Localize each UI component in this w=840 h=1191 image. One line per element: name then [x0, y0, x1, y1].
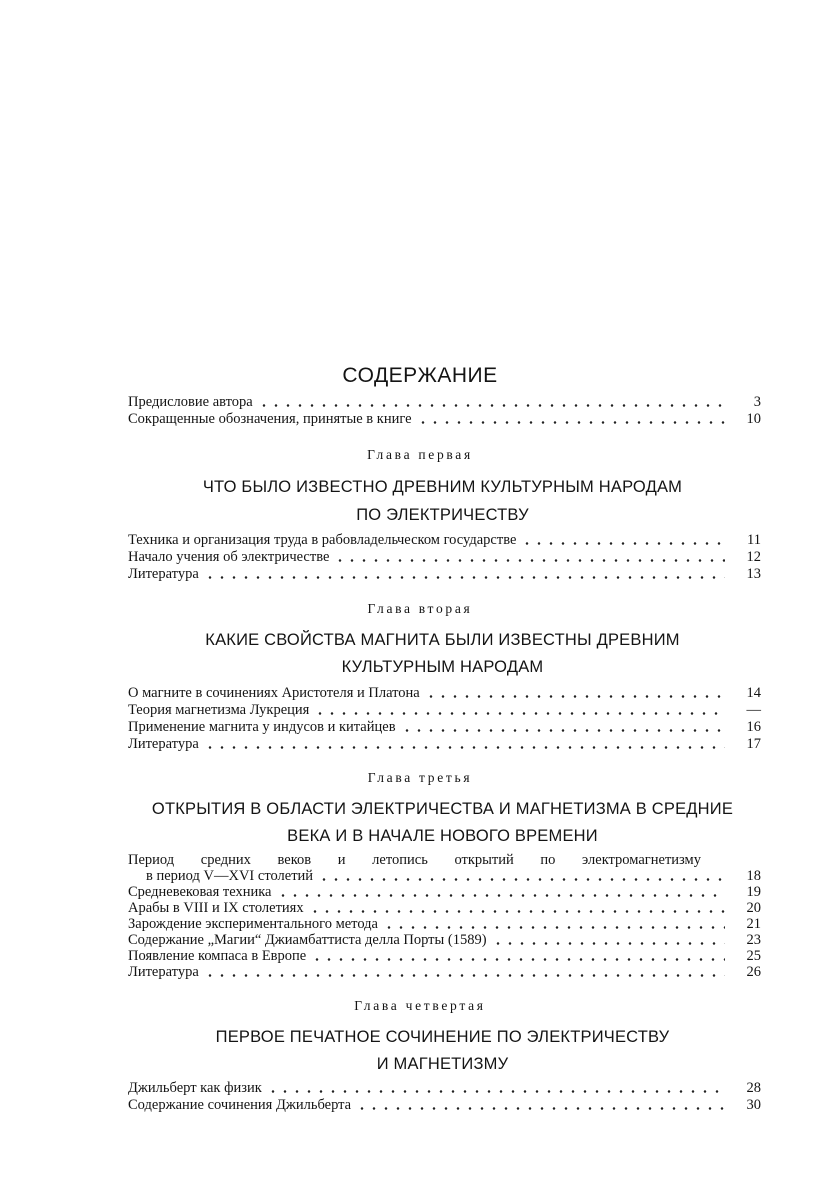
entry-label: Джильберт как физик: [128, 1080, 262, 1096]
leader-dots: [204, 576, 725, 579]
entry-label: Сокращенные обозначения, принятые в книге: [128, 411, 412, 427]
chapter-title-line: КУЛЬТУРНЫМ НАРОДАМ: [341, 658, 544, 676]
entry-label: Арабы в VIII и IX столетиях: [128, 900, 304, 916]
leader-dots: [492, 942, 725, 945]
entry-label: Применение магнита у индусов и китайцев: [128, 719, 396, 735]
leader-dots: [258, 404, 725, 407]
toc-entry: [128, 411, 761, 428]
page-title: СОДЕРЖАНИЕ: [342, 364, 498, 387]
toc-entry: [128, 532, 761, 549]
chapter-label: Глава четвертая: [354, 998, 486, 1013]
entry-page: 13: [746, 566, 761, 582]
toc-entry: [128, 948, 761, 965]
chapter-title-line: КАКИЕ СВОЙСТВА МАГНИТА БЫЛИ ИЗВЕСТНЫ ДРЕВНИМ: [205, 631, 680, 649]
toc-entry: [146, 868, 761, 885]
entry-label: Предисловие автора: [128, 394, 253, 410]
entry-page: 12: [746, 549, 761, 565]
entry-page: —: [746, 702, 761, 718]
leader-dots: [318, 878, 725, 881]
entry-page: 3: [753, 394, 761, 410]
entry-page: 19: [746, 884, 761, 900]
chapter-title-line: ВЕКА И В НАЧАЛЕ НОВОГО ВРЕМЕНИ: [287, 827, 598, 845]
leader-dots: [204, 746, 725, 749]
entry-label: в период V—XVI столетий: [146, 868, 314, 884]
entry-page: 23: [746, 932, 761, 948]
entry-page: 17: [746, 736, 761, 752]
leader-dots: [334, 559, 725, 562]
entry-label: Литература: [128, 736, 199, 752]
leader-dots: [314, 712, 725, 715]
entry-page: 10: [746, 411, 761, 427]
leader-dots: [267, 1090, 725, 1093]
entry-label: Появление компаса в Европе: [128, 948, 307, 964]
toc-entry: [128, 736, 761, 753]
chapter-title-line: ПО ЭЛЕКТРИЧЕСТВУ: [356, 506, 529, 524]
leader-dots: [417, 421, 725, 424]
leader-dots: [309, 910, 725, 913]
leader-dots: [311, 958, 725, 961]
toc-entry: [128, 1097, 761, 1114]
entry-page: 11: [747, 532, 761, 548]
chapter-label: Глава вторая: [367, 601, 473, 616]
toc-entry: [128, 1080, 761, 1097]
toc-entry: [128, 685, 761, 702]
toc-entry: [128, 916, 761, 933]
entry-label: Литература: [128, 566, 199, 582]
leader-dots: [204, 974, 725, 977]
leader-dots: [521, 542, 725, 545]
entry-page: 25: [746, 948, 761, 964]
toc-entry: [128, 900, 761, 917]
chapter-title-line: ЧТО БЫЛО ИЗВЕСТНО ДРЕВНИМ КУЛЬТУРНЫМ НАРОДАМ: [202, 478, 683, 496]
entry-page: 28: [746, 1080, 761, 1096]
entry-page: 30: [746, 1097, 761, 1113]
entry-label: Начало учения об электричестве: [128, 549, 330, 565]
leader-dots: [356, 1107, 725, 1110]
toc-entry: [128, 394, 761, 411]
entry-page: 14: [746, 685, 761, 701]
entry-page: 16: [746, 719, 761, 735]
leader-dots: [277, 894, 726, 897]
entry-label: Техника и организация труда в рабовладельческом государстве: [128, 532, 517, 548]
toc-entry: [128, 964, 761, 981]
entry-label: Зарождение экспериментального метода: [128, 916, 378, 932]
entry-label: Содержание „Магии“ Джиамбаттиста делла Порты (1589): [128, 932, 487, 948]
entry-page: 20: [746, 900, 761, 916]
chapter-label: Глава третья: [367, 770, 473, 785]
entry-label-line1: Период средних веков и летопись открытий по электромагнетизму: [128, 852, 701, 868]
leader-dots: [401, 729, 725, 732]
entry-page: 18: [746, 868, 761, 884]
entry-label: Литература: [128, 964, 199, 980]
entry-page: 21: [746, 916, 761, 932]
entry-page: 26: [746, 964, 761, 980]
entry-label: Содержание сочинения Джильберта: [128, 1097, 352, 1113]
toc-entry: [128, 702, 761, 719]
chapter-label: Глава первая: [367, 447, 473, 462]
toc-entry: [128, 549, 761, 566]
chapter-title-line: И МАГНЕТИЗМУ: [376, 1055, 509, 1073]
leader-dots: [383, 926, 725, 929]
entry-label: О магните в сочинениях Аристотеля и Платона: [128, 685, 420, 701]
toc-entry: [128, 932, 761, 949]
toc-entry: [128, 566, 761, 583]
chapter-title-line: ОТКРЫТИЯ В ОБЛАСТИ ЭЛЕКТРИЧЕСТВА И МАГНЕТИЗМА В СРЕДНИЕ: [151, 800, 734, 818]
entry-label: Теория магнетизма Лукреция: [128, 702, 310, 718]
toc-entry: [128, 719, 761, 736]
entry-label: Средневековая техника: [128, 884, 272, 900]
chapter-title-line: ПЕРВОЕ ПЕЧАТНОЕ СОЧИНЕНИЕ ПО ЭЛЕКТРИЧЕСТВУ: [215, 1028, 670, 1046]
leader-dots: [425, 695, 725, 698]
toc-entry: [128, 884, 761, 901]
